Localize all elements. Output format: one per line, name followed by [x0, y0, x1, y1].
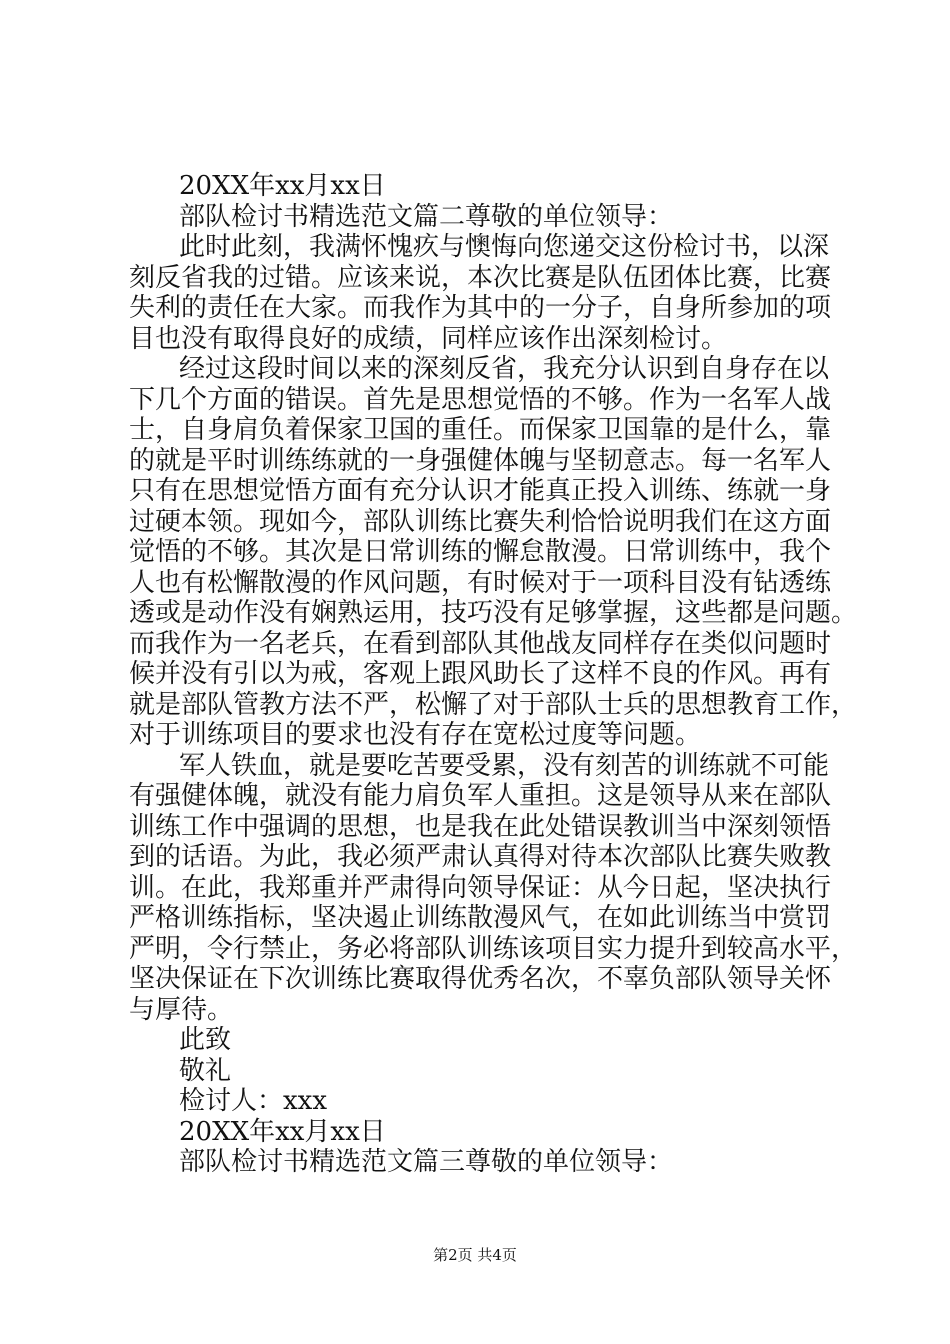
text-line: 士，自身肩负着保家卫国的重任。而保家卫国靠的是什么，靠: [129, 415, 832, 445]
text-line: 检讨人：xxx: [179, 1086, 327, 1116]
text-line: 而我作为一名老兵，在看到部队其他战友同样存在类似问题时: [129, 628, 832, 659]
text-line: 有强健体魄，就没有能力肩负军人重担。这是领导从来在部队: [129, 781, 832, 811]
text-line: 到的话语。为此，我必须严肃认真得对待本次部队比赛失败教: [129, 842, 832, 872]
text-line: 20XX年xx月xx日: [179, 1116, 386, 1147]
text-line: 军人铁血，就是要吃苦要受累，没有刻苦的训练就不可能: [179, 750, 830, 781]
text-line: 严格训练指标，坚决遏止训练散漫风气，在如此训练当中赏罚: [129, 903, 832, 933]
text-line: 20XX年xx月xx日: [179, 171, 386, 201]
text-line: 目也没有取得良好的成绩，同样应该作出深刻检讨。: [129, 323, 728, 354]
text-line: 此致: [179, 1025, 232, 1055]
text-line: 坚决保证在下次训练比赛取得优秀名次，不辜负部队领导关怀: [129, 964, 832, 994]
text-line: 下几个方面的错误。首先是思想觉悟的不够。作为一名军人战: [129, 384, 832, 415]
text-line: 此时此刻，我满怀愧疚与懊悔向您递交这份检讨书，以深: [179, 232, 830, 262]
text-line: 只有在思想觉悟方面有充分认识才能真正投入训练、练就一身: [129, 476, 832, 506]
text-line: 部队检讨书精选范文篇二尊敬的单位领导：: [179, 201, 674, 232]
page-footer: 第2页 共4页: [433, 1246, 517, 1264]
document-body: [129, 171, 858, 1178]
text-line: 觉悟的不够。其次是日常训练的懈怠散漫。日常训练中，我个: [129, 537, 832, 567]
text-line: 候并没有引以为戒，客观上跟风助长了这样不良的作风。再有: [129, 659, 832, 689]
text-line: 严明，令行禁止，务必将部队训练该项目实力提升到较高水平，: [129, 933, 858, 964]
text-line: 过硬本领。现如今，部队训练比赛失利恰恰说明我们在这方面: [129, 506, 832, 537]
text-line: 透或是动作没有娴熟运用，技巧没有足够掌握，这些都是问题。: [129, 598, 858, 628]
text-line: 就是部队管教方法不严，松懈了对于部队士兵的思想教育工作，: [129, 689, 858, 720]
text-line: 的就是平时训练练就的一身强健体魄与坚韧意志。每一名军人: [129, 445, 832, 476]
text-line: 训。在此，我郑重并严肃得向领导保证：从今日起，坚决执行: [129, 872, 832, 903]
text-line: 对于训练项目的要求也没有存在宽松过度等问题。: [129, 720, 702, 750]
text-line: 刻反省我的过错。应该来说，本次比赛是队伍团体比赛，比赛: [129, 262, 832, 293]
text-line: 人也有松懈散漫的作风问题，有时候对于一项科目没有钻透练: [129, 567, 832, 598]
text-line: 部队检讨书精选范文篇三尊敬的单位领导：: [179, 1147, 674, 1177]
text-line: 失利的责任在大家。而我作为其中的一分子，自身所参加的项: [129, 293, 832, 323]
text-line: 与厚待。: [129, 994, 234, 1025]
text-line: 训练工作中强调的思想，也是我在此处错误教训当中深刻领悟: [129, 811, 832, 842]
text-line: 经过这段时间以来的深刻反省，我充分认识到自身存在以: [179, 354, 830, 384]
text-line: 敬礼: [179, 1055, 232, 1086]
